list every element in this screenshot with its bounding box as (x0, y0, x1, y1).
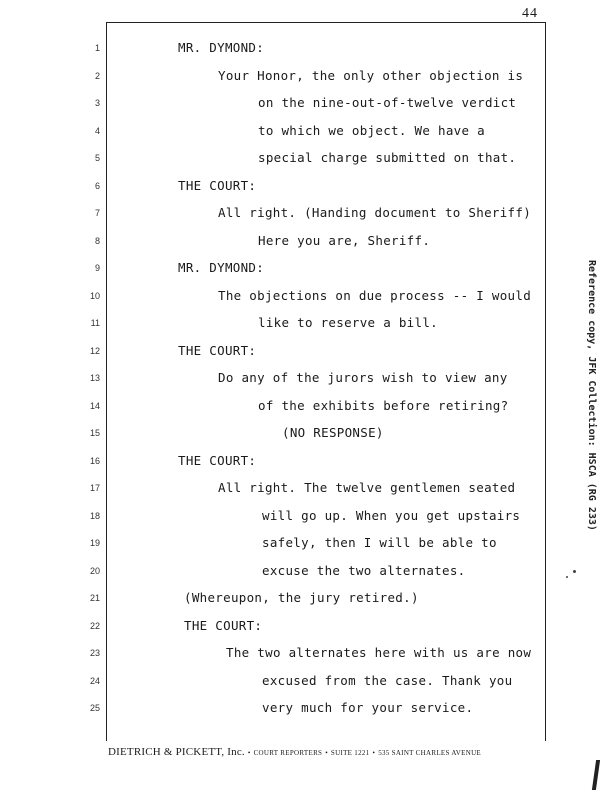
transcript-line: Do any of the jurors wish to view any (218, 370, 508, 385)
transcript-line: excused from the case. Thank you (262, 672, 513, 688)
footer-reporters: COURT REPORTERS (253, 749, 323, 757)
line-number: 11 (90, 318, 100, 328)
scan-artifact (573, 570, 576, 573)
transcript-line: Your Honor, the only other objection is (218, 67, 524, 83)
transcript-line: All right. (Handing document to Sheriff) (218, 205, 532, 220)
line-number: 8 (94, 235, 100, 246)
transcript-line: (NO RESPONSE) (282, 425, 384, 440)
footer (108, 746, 481, 758)
footer-firm: DIETRICH & PICKETT, Inc. (108, 746, 245, 758)
line-number: 16 (89, 455, 100, 466)
line-number: 3 (94, 98, 100, 108)
transcript-line: very much for your service. (262, 700, 474, 715)
transcript-line: THE COURT: (178, 177, 257, 193)
line-number: 23 (89, 648, 100, 658)
transcript-line: of the exhibits before retiring? (258, 397, 509, 413)
line-number: 7 (94, 208, 100, 218)
line-number: 13 (89, 373, 100, 383)
line-number: 14 (89, 400, 100, 411)
transcript-line: THE COURT: (178, 452, 257, 468)
transcript-line: The objections on due process -- I would (218, 287, 532, 303)
line-number: 2 (94, 70, 100, 81)
line-number: 21 (89, 593, 100, 603)
line-number: 9 (94, 263, 100, 273)
line-number: 18 (89, 510, 100, 521)
line-number: 20 (89, 565, 100, 576)
line-number: 15 (89, 428, 100, 438)
transcript-line: like to reserve a bill. (258, 315, 438, 330)
footer-separator: • (372, 749, 376, 757)
transcript-line: will go up. When you get upstairs (262, 507, 521, 523)
archive-stamp: Reference copy, JFK Collection: HSCA (RG 233) (586, 260, 597, 531)
transcript-line: MR. DYMOND: (178, 40, 265, 55)
transcript-line: on the nine-out-of-twelve verdict (258, 95, 517, 110)
page-number: 44 (522, 6, 538, 21)
line-number: 4 (94, 125, 100, 136)
line-number: 1 (94, 43, 100, 53)
transcript-line: to which we object. We have a (258, 122, 485, 138)
transcript-line: The two alternates here with us are now (226, 645, 532, 660)
footer-separator: • (247, 749, 251, 757)
transcript-line: excuse the two alternates. (262, 562, 466, 578)
line-number: 10 (89, 290, 100, 301)
line-number: 19 (89, 538, 100, 548)
transcript-line: safely, then I will be able to (262, 535, 497, 550)
line-number: 5 (94, 153, 100, 163)
transcript-line: MR. DYMOND: (178, 260, 265, 275)
scan-artifact (566, 576, 568, 578)
line-number: 17 (89, 483, 100, 493)
transcript-line: All right. The twelve gentlemen seated (218, 480, 516, 495)
line-number: 24 (89, 675, 100, 686)
transcript-line: THE COURT: (178, 342, 257, 358)
scan-artifact (592, 760, 600, 790)
transcript-line: (Whereupon, the jury retired.) (184, 590, 419, 605)
line-number: 25 (89, 703, 100, 713)
footer-address: 535 SAINT CHARLES AVENUE (378, 749, 481, 757)
transcript-line: Here you are, Sheriff. (258, 232, 431, 248)
footer-suite: SUITE 1221 (330, 749, 370, 757)
transcript-line: special charge submitted on that. (258, 150, 517, 165)
line-number: 6 (94, 180, 100, 191)
line-number: 22 (89, 620, 100, 631)
transcript-line: THE COURT: (184, 617, 263, 633)
footer-separator: • (325, 749, 328, 757)
line-number: 12 (89, 345, 100, 356)
